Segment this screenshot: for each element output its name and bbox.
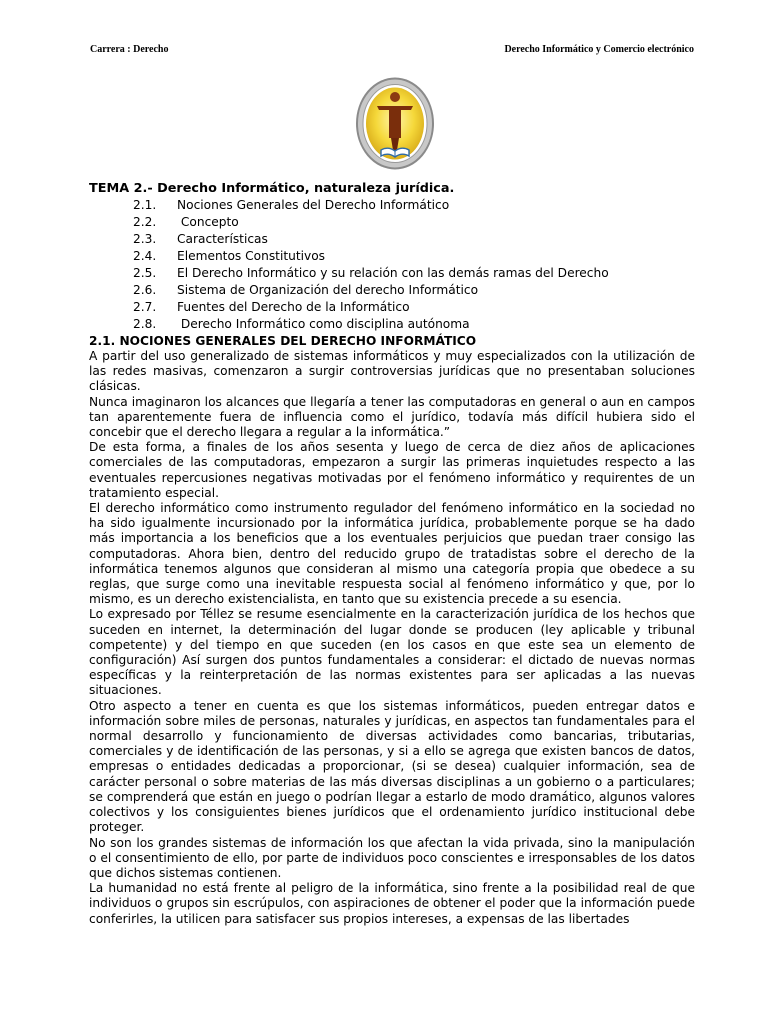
outline-item xyxy=(89,316,695,333)
outline-label: Sistema de Organización del derecho Informático xyxy=(177,283,479,297)
outline-label: El Derecho Informático y su relación con las demás ramas del Derecho xyxy=(177,266,609,280)
body-paragraph: La humanidad no está frente al peligro de la informática, sino frente a la posibilidad real de que individuos o grupos sin escrúpulos, con aspiraciones de obtener el poder que la información puede conferirles, la utilicen para satisfacer sus propios intereses, a expensas de las libertades xyxy=(89,881,695,926)
outline-item xyxy=(89,231,695,248)
body-paragraph: El derecho informático como instrumento regulador del fenómeno informático en la sociedad no ha sido igualmente incursionado por la informática jurídica, probablemente porque se ha dado más importancia a los beneficios que a los eventuales perjuicios que puedan traer consigo las computadoras. Ahora bien, dentro del reducido grupo de tratadistas sobre el derecho de la informática tenemos algunos que consideran al mismo una categoría propia que obedece a su reglas, que surge como una inevitable respuesta social al fenómeno informático y que, por lo mismo, es un derecho existencialista, en tanto que su existencia precede a su esencia. xyxy=(89,501,695,607)
header-course: Derecho Informático y Comercio electrónico xyxy=(504,44,694,55)
outline-number: 2.7. xyxy=(133,300,157,314)
outline-number: 2.4. xyxy=(133,249,157,263)
outline-label: Elementos Constitutivos xyxy=(177,249,326,263)
body-paragraph: Otro aspecto a tener en cuenta es que los sistemas informáticos, pueden entregar datos e información sobre miles de personas, naturales y jurídicas, en aspectos tan fundamentales para el normal desarrollo y funcionamiento de diversas actividades como bancarias, tributarias, comerciales y de identificación de las personas, y si a ello se agrega que existen bancos de datos, empresas o entidades dedicadas a proporcionar, (si se desea) cualquier información, sea de carácter personal o sobre materias de las más diversas disciplinas a un gobierno o a particulares; se comprenderá que están en juego o podrían llegar a estarlo de modo dramático, algunos valores colectivos y los consiguientes bienes jurídicos que el ordenamiento jurídico institucional debe proteger. xyxy=(89,698,695,835)
topic-title: TEMA 2.- Derecho Informático, naturaleza jurídica. xyxy=(89,181,455,196)
body-paragraph: A partir del uso generalizado de sistemas informáticos y muy especializados con la utilización de las redes masivas, comenzaron a surgir controversias jurídicas que no presentaban soluciones clásicas. xyxy=(89,349,695,394)
body-paragraph: Lo expresado por Téllez se resume esencialmente en la caracterización jurídica de los hechos que suceden en internet, la determinación del lugar donde se producen (ley aplicable y tribunal competente) y del tiempo en que suceden (en los casos en que este sea un elemento de configuración) Así surgen dos puntos fundamentales a considerar: el dictado de nuevas normas específicas y la reinterpretación de las normas existentes para ser aplicadas a las nuevas situaciones. xyxy=(89,607,695,698)
body-paragraph: De esta forma, a finales de los años sesenta y luego de cerca de diez años de aplicaciones comerciales de las computadoras, empezaron a surgir las primeras inquietudes respecto a las eventuales repercusiones negativas motivadas por el fenómeno informático y requirentes de un tratamiento especial. xyxy=(89,440,695,500)
outline-label: Nociones Generales del Derecho Informático xyxy=(177,198,450,212)
section-heading: 2.1. NOCIONES GENERALES DEL DERECHO INFORMÁTICO xyxy=(89,334,477,348)
outline-item xyxy=(89,197,695,214)
outline-number: 2.5. xyxy=(133,266,157,280)
outline-item xyxy=(89,265,695,282)
outline-label: Fuentes del Derecho de la Informático xyxy=(177,300,410,314)
outline-item xyxy=(89,299,695,316)
outline-item xyxy=(89,214,695,231)
topic-outline xyxy=(89,197,695,333)
body-paragraph: Nunca imaginaron los alcances que llegaría a tener las computadoras en general o aun en campos tan aparentemente fuera de influencia como el jurídico, todavía más difícil hubiera sido el concebir que el derecho llegara a regular a la informática.” xyxy=(89,394,695,440)
header-career: Carrera : Derecho xyxy=(90,44,169,55)
outline-label: Características xyxy=(177,232,268,246)
outline-label: Derecho Informático como disciplina autónoma xyxy=(177,317,470,331)
outline-number: 2.3. xyxy=(133,232,157,246)
document-body xyxy=(89,180,695,927)
outline-number: 2.1. xyxy=(133,198,157,212)
outline-number: 2.2. xyxy=(133,215,157,229)
university-emblem-icon xyxy=(355,76,435,171)
body-paragraph: No son los grandes sistemas de información los que afectan la vida privada, sino la manipulación o el consentimiento de ello, por parte de individuos poco conscientes e irresponsables de los datos que dichos sistemas contienen. xyxy=(89,835,695,880)
outline-number: 2.8. xyxy=(133,317,157,331)
outline-item xyxy=(89,282,695,299)
outline-label: Concepto xyxy=(177,215,239,229)
outline-number: 2.6. xyxy=(133,283,157,297)
outline-item xyxy=(89,248,695,265)
